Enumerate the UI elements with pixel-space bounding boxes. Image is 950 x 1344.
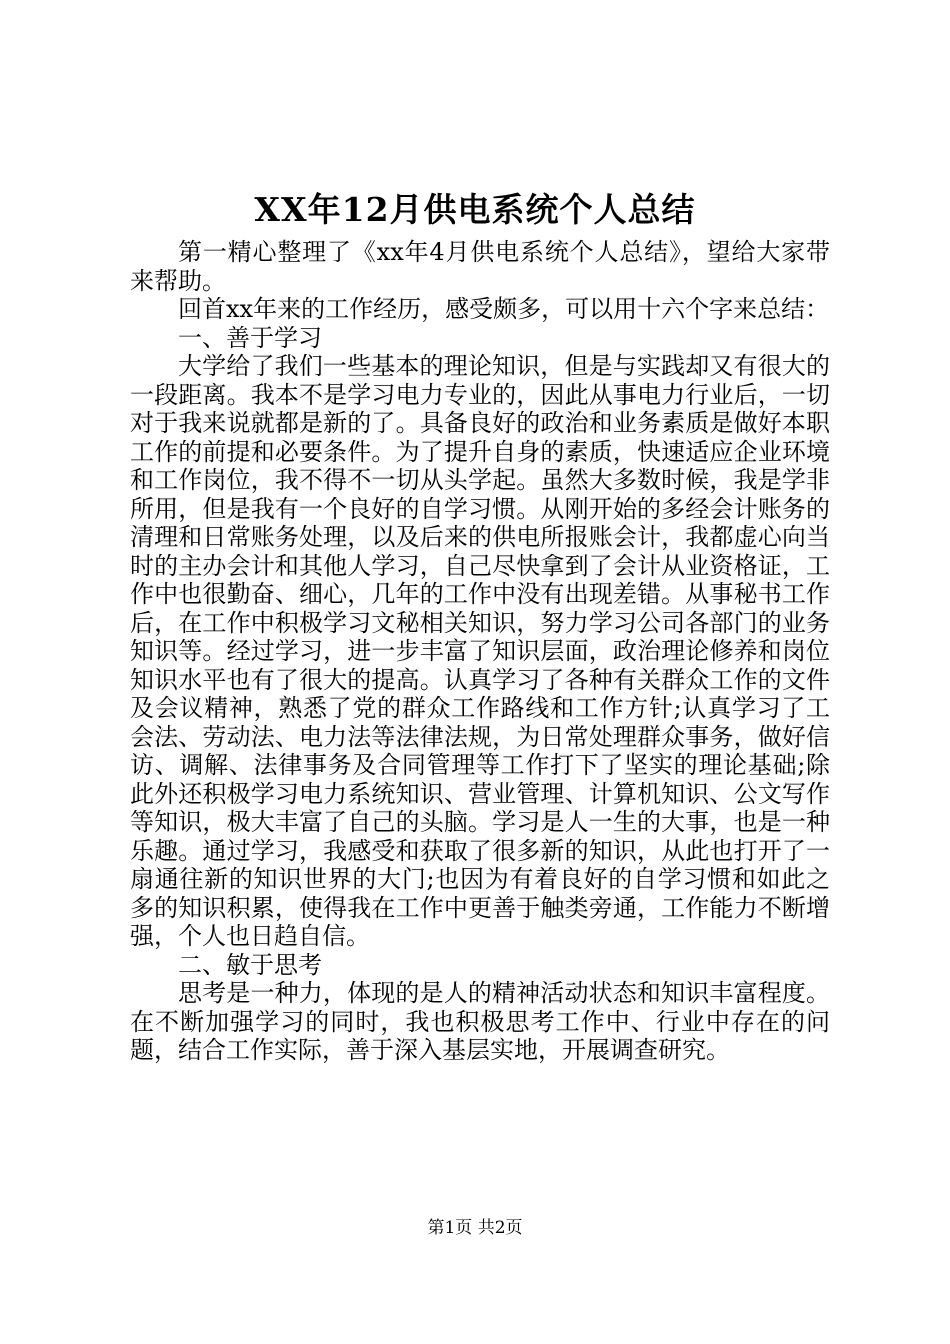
section-heading-learning: 一、善于学习 [178, 323, 322, 352]
document-body [130, 238, 830, 1065]
section-heading-thinking: 二、敏于思考 [178, 950, 322, 979]
thinking-paragraph: 思考是一种力，体现的是人的精神活动状态和知识丰富程度。在不断加强学习的同时，我也积极思考工作中、行业中存在的问题，结合工作实际，善于深入基层实地，开展调查研究。 [130, 979, 830, 1064]
document-title: XX年12月供电系统个人总结 [254, 190, 696, 229]
learning-paragraph: 大学给了我们一些基本的理论知识，但是与实践却又有很大的一段距离。我本不是学习电力专业的，因此从事电力行业后，一切对于我来说就都是新的了。具备良好的政治和业务素质是做好本职工作的前提和必要条件。为了提升自身的素质，快速适应企业环境和工作岗位，我不得不一切从头学起。虽然大多数时候，我是学非所用，但是我有一个良好的自学习惯。从刚开始的多经会计账务的清理和日常账务处理，以及后来的供电所报账会计，我都虚心向当时的主办会计和其他人学习，自己尽快拿到了会计从业资格证，工作中也很勤奋、细心，几年的工作中没有出现差错。从事秘书工作后，在工作中积极学习文秘相关知识，努力学习公司各部门的业务知识等。经过学习，进一步丰富了知识层面，政治理论修养和岗位知识水平也有了很大的提高。认真学习了各种有关群众工作的文件及会议精神，熟悉了党的群众工作路线和工作方针;认真学习了工会法、劳动法、电力法等法律法规，为日常处理群众事务，做好信访、调解、法律事务及合同管理等工作打下了坚实的理论基础;除此外还积极学习电力系统知识、营业管理、计算机知识、公文写作等知识，极大丰富了自己的头脑。学习是人一生的大事，也是一种乐趣。通过学习，我感受和获取了很多新的知识，从此也打开了一扇通往新的知识世界的大门;也因为有着良好的自学习惯和如此之多的知识积累，使得我在工作中更善于触类旁通，工作能力不断增强，个人也日趋自信。 [130, 352, 830, 950]
page-number-footer: 第1页 共2页 [427, 1218, 523, 1238]
summary-paragraph: 回首xx年来的工作经历，感受颇多，可以用十六个字来总结： [178, 295, 830, 323]
intro-paragraph: 第一精心整理了《xx年4月供电系统个人总结》，望给大家带来帮助。 [130, 238, 830, 295]
